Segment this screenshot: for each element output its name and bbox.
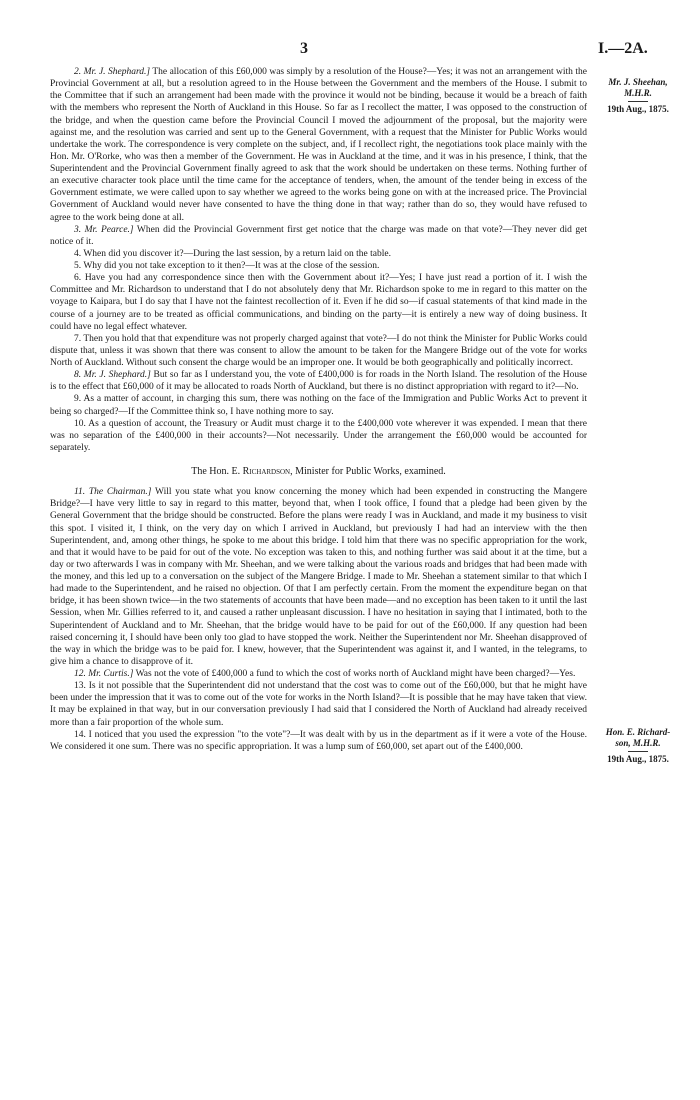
margin-note-date: 19th Aug., 1875. (607, 754, 669, 764)
section-heading (50, 466, 587, 478)
paragraph-text: 6. Have you had any correspondence since then with the Government about it?—Yes; I have just read a portion of it. I wish the Committee and Mr. Richardson to understand that I do not absolutely deny that Mr. Richardson spoke to me in regard to this matter on the voyage to Kaipara, but I do say that I have not the faintest recollection of it. Even if he did so—if casual statements of that kind made in the course of a journey are to be treated as official communications, and binding on the party—it is entirely a new way of doing business. It could have no legal effect whatever. (50, 273, 587, 332)
margin-note-rule (628, 101, 648, 102)
paragraph (50, 224, 587, 248)
paragraph (50, 393, 587, 417)
page-number: 3 (300, 40, 308, 57)
speaker: 8. Mr. J. Shephard.] (74, 370, 151, 381)
paragraph (50, 486, 587, 668)
margin-note-sheehan (593, 77, 683, 115)
page-reference: I.—2A. (598, 40, 648, 57)
paragraph-text: 9. As a matter of account, in charging this sum, there was nothing on the face of the Immigration and Public Works Act to prevent it being so charged?—If the Committee think so, I have nothing more to say. (50, 394, 587, 417)
paragraph (50, 680, 587, 729)
paragraph-text: Will you state what you know concerning the money which had been expended in constructing the Mangere Bridge?—I have very little to say in regard to this matter, beyond that, when I took office, I found that a pledge had been given by the General Government that the bridge should be constructed. Before the plans were ready I was in Auckland, and made it my business to visit this spot. I visited it, I think, on the very day on which I arrived in Auckland, but previously I had had an interview with the then Superintendent, and, among other things, he spoke to me about this bridge. I told him that there was no specific appropriation for the work, and that it would have to be paid for out of the vote. No exception was taken to this, and nothing further was said about it at the time, but a day or two afterwards I was in company with Mr. Sheehan, and we were talking about the various roads and bridges that had been made with the money, and this led up to a conversation on the subject of the Mangere Bridge. I made to Mr. Sheehan a statement similar to that which I had made to the Superintendent, and he raised no objection. Of that I am perfectly certain. From the moment the expenditure began on that bridge, it has been shown twice—in the two statements of accounts that have been made—and no exception has been taken to it until the last Session, when Mr. Gillies referred to it, and caused a rather unpleasant discussion. I have no hesitation in saying that I intimated, both to the Superintendent of Auckland and to Mr. Sheehan, that the bridge would have to be paid for out of the £60,000. If any question had been raised concerning it, I should have been only too glad to have stopped the work. Neither the Superintendent nor Mr. Sheehan disapproved of the way in which the bridge was to be paid for. I knew, however, that the Superintendent was against it, and I wanted, in the telegrams, to give him a chance to disapprove of it. (50, 487, 587, 667)
paragraph-text: 4. When did you discover it?—During the last session, by a return laid on the table. (74, 248, 391, 259)
paragraph-text: The allocation of this £60,000 was simply by a resolution of the House?—Yes; it was not an arrangement with the Provincial Government at all, but a resolution agreed to in the House between the Government and the members of the House. I submit to the Committee that if such an arrangement had been made with the province it would not be binding, because it would be a breach of faith with the members who represent the North of Auckland in this House. So far as I recollect the matter, I was opposed to the construction of the bridge, and when the question came before the Provincial Council I moved the adjournment of the proposal, but the majority were against me, and the resolution was carried and sent up to the General Government, with a request that the Minister for Public Works would undertake the work. The correspondence is very complete on the subject, and, if I recollect right, the negotiations took place mainly with the Hon. Mr. O'Rorke, who was then a member of the Government. He was in Auckland at the time, and it was in his presence, I think, that the Superintendent and the Provincial Government finally agreed to ask that the work should be undertaken on these terms. Nothing further of an executive character took place until the time came for the acceptance of tenders, when, the amount of the tender being in excess of the Government estimate, we were called upon to say whether we agreed to the works being gone on with at the increased price. The Provincial Government of Auckland would never have consented to have the thing done in that way; rather than do so, they would have refused to agree to the work being done at all. (50, 67, 587, 223)
margin-note-title: son, M.H.R. (615, 738, 661, 748)
paragraph-text: 10. As a question of account, the Treasury or Audit must charge it to the £400,000 vote wherever it was expended. I mean that there was no separation of the £400,000 in their accounts?—Not necessarily. Under the arrangement the £60,000 would be accounted for separately. (50, 418, 587, 453)
margin-note-richardson (593, 727, 683, 765)
paragraph-text: When did the Provincial Government first get notice that the charge was made on that vote?—They never did get notice of it. (50, 224, 587, 247)
paragraph-text: 13. Is it not possible that the Superintendent did not understand that the cost was to come out of the £60,000, but that he might have been under the impression that it was to come out of the vote for works in the North Island?—It is possible that he may have taken that view. It may be explained in that way, but in our conversation previously I had said that I considered the North of Auckland had already received more than a fair proportion of the whole sum. (50, 681, 587, 728)
paragraph-text: 7. Then you hold that that expenditure was not properly charged against that vote?—I do not think the Minister for Public Works could dispute that, unless it was shown that there was consent to allow the amount to be taken for the Mangere Bridge out of the vote for works North of Auckland. Without such consent the charge would be an improper one. It would be both geographically and politically incorrect. (50, 333, 587, 368)
heading-suffix: , Minister for Public Works, examined. (290, 466, 446, 477)
margin-note-date: 19th Aug., 1875. (607, 104, 669, 114)
margin-note-title: M.H.R. (624, 88, 652, 98)
heading-prefix: The Hon. E. (191, 466, 243, 477)
paragraph (50, 66, 587, 224)
paragraph-text: 5. Why did you not take exception to it then?—It was at the close of the session. (74, 261, 380, 271)
margin-note-name: Mr. J. Sheehan, (608, 77, 668, 87)
paragraph (50, 369, 587, 393)
paragraph-text: Was not the vote of £400,000 a fund to which the cost of works north of Auckland might have been charged?—Yes. (133, 669, 576, 679)
paragraph (50, 260, 587, 272)
paragraph (50, 248, 587, 260)
heading-surname: Richardson (242, 466, 291, 477)
margin-note-rule (628, 751, 648, 752)
paragraph (50, 333, 587, 369)
paragraph (50, 729, 587, 753)
document-body (50, 66, 587, 753)
margin-note-name: Hon. E. Richard- (605, 727, 671, 737)
speaker: 12. Mr. Curtis.] (74, 669, 134, 679)
paragraph (50, 272, 587, 333)
paragraph (50, 418, 587, 454)
speaker: 3. Mr. Pearce.] (74, 224, 134, 235)
paragraph (50, 668, 587, 680)
paragraph-text: But so far as I understand you, the vote of £400,000 is for roads in the North Island. The resolution of the House is to the effect that £60,000 of it may be allocated to roads North of Auckland, but there is no distinct appropriation with regard to it?—No. (50, 370, 587, 393)
paragraph-text: 14. I noticed that you used the expression "to the vote"?—It was dealt with by us in the department as if it were a vote of the House. We considered it one sum. There was no specific appropriation. It was a lump sum of £60,000, set apart out of the £400,000. (50, 729, 587, 752)
speaker: 2. Mr. J. Shephard.] (74, 67, 151, 77)
speaker: 11. The Chairman.] (74, 487, 152, 498)
